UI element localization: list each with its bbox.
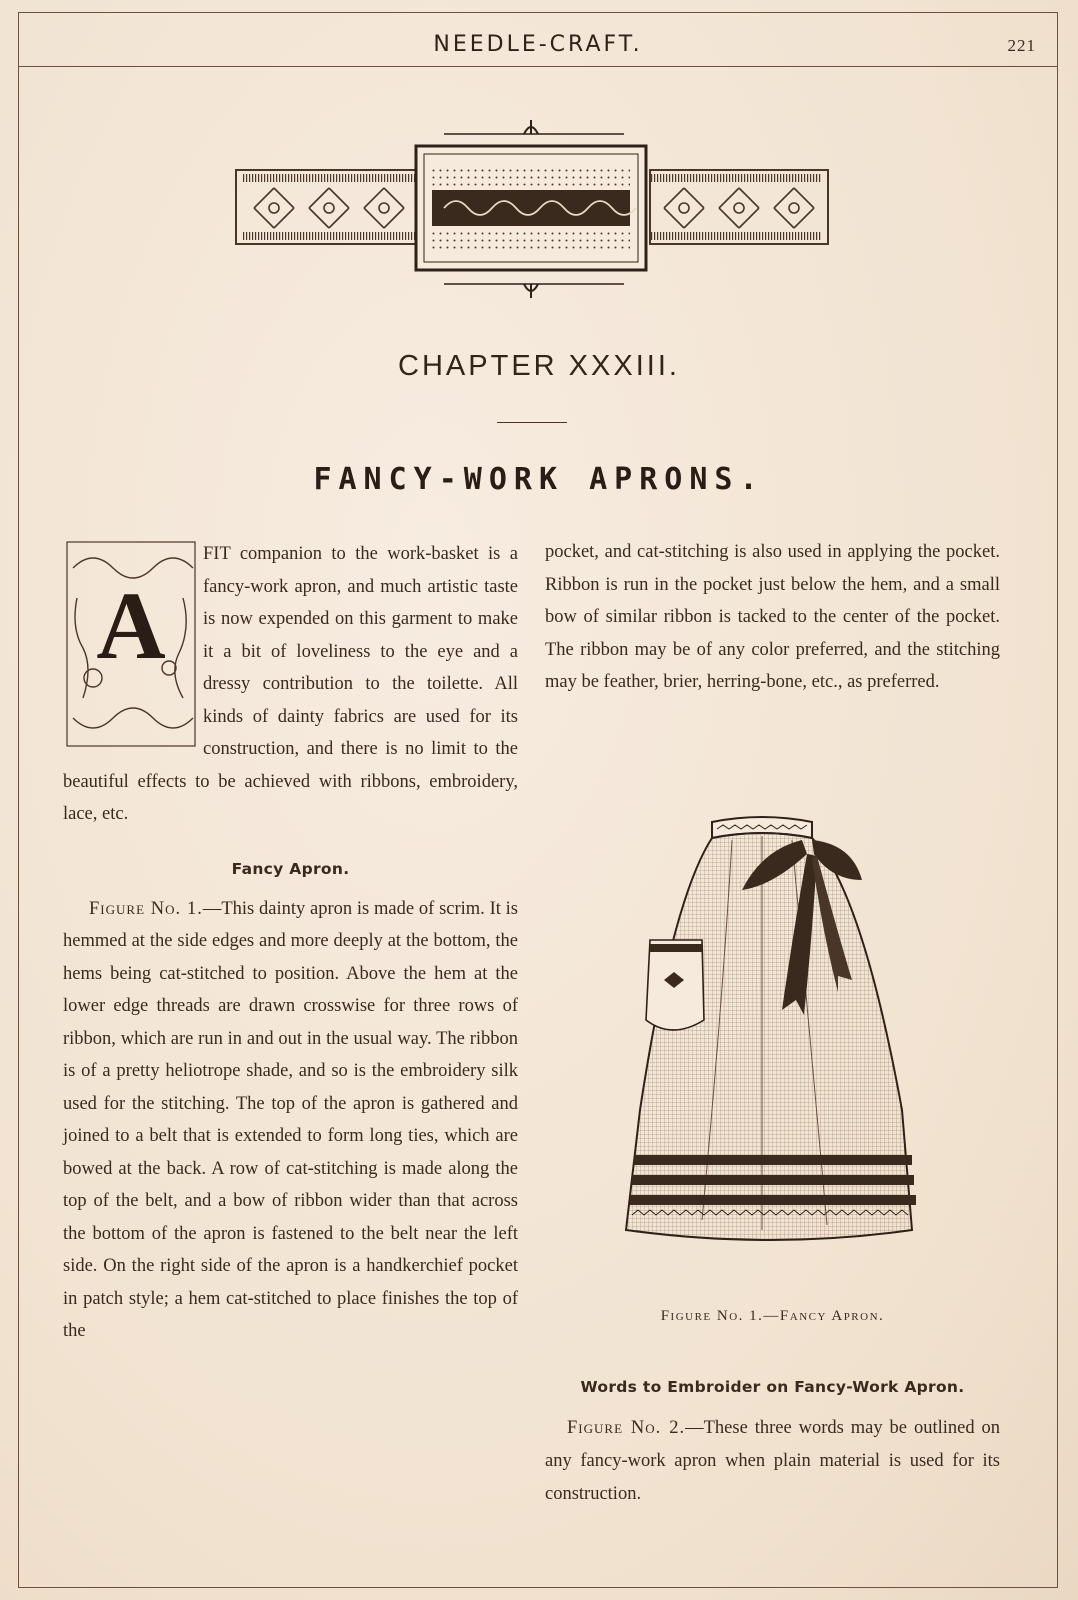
running-title: NEEDLE-CRAFT.	[433, 32, 643, 57]
chapter-number: CHAPTER XXXIII.	[398, 350, 680, 382]
fancy-apron-continued: pocket, and cat-stitching is also used in applying the pocket. Ribbon is run in the pocket just below the hem, and a small bow of similar ribbon is tacked to the center of the pocket. The ribbon may be of any color preferred, and the stitching may be feather, brier, herring-bone, etc., as preferred.	[545, 542, 1000, 692]
figure-1-caption: Figure No. 1.—Fancy Apron.	[660, 1308, 885, 1324]
page-number: 221	[1007, 36, 1036, 55]
illuminated-initial	[63, 538, 199, 750]
fancy-apron-paragraph	[63, 893, 518, 1348]
intro-paragraph: FIT companion to the work-basket is a fancy-work apron, and much artistic taste is now expended on this garment to make it a bit of loveliness to the eye and a dressy contribution to the toilette. All kinds of dainty fabrics are used for its construction, and there is no limit to the beautiful effects to be achieved with ribbons, embroidery, lace, etc.	[63, 544, 518, 824]
words-paragraph	[545, 1412, 1000, 1511]
figure-2-ref: Figure No. 2.	[567, 1418, 686, 1438]
section-heading-fancy-apron: Fancy Apron.	[231, 859, 350, 878]
chapter-title: FANCY-WORK APRONS.	[313, 462, 765, 497]
drop-cap-letter: A	[96, 572, 166, 679]
apron-illustration	[612, 810, 932, 1280]
running-head	[18, 14, 1058, 67]
figure-ref: Figure No. 1.	[89, 898, 203, 919]
words-text: —These three words may be outlined on any fancy-work apron when plain material is used for its construction.	[545, 1418, 1000, 1504]
fancy-apron-text: —This dainty apron is made of scrim. It is hemmed at the side edges and more deeply at the bottom, the hems being cat-stitched to position. Above the hem at the lower edge threads are drawn crosswise for three rows of ribbon, which are run in and out in the usual way. The ribbon is of a pretty heliotrope shade, and so is the embroidery silk used for the stitching. The top of the apron is gathered and joined to a belt that is extended to form long ties, which are bowed at the back. A row of cat-stitching is made along the top of the belt, and a bow of ribbon wider than that across the bottom of the apron is fastened to the belt near the left side. On the right side of the apron is a handkerchief pocket in patch style; a hem cat-stitched to place finishes the top of the	[63, 898, 518, 1341]
chapter-divider	[497, 422, 567, 423]
words-section	[545, 1412, 1000, 1511]
left-column	[63, 538, 518, 1348]
header-ornament-band	[234, 118, 834, 300]
section-heading-words: Words to Embroider on Fancy-Work Apron.	[580, 1378, 965, 1396]
right-column	[545, 536, 1000, 699]
